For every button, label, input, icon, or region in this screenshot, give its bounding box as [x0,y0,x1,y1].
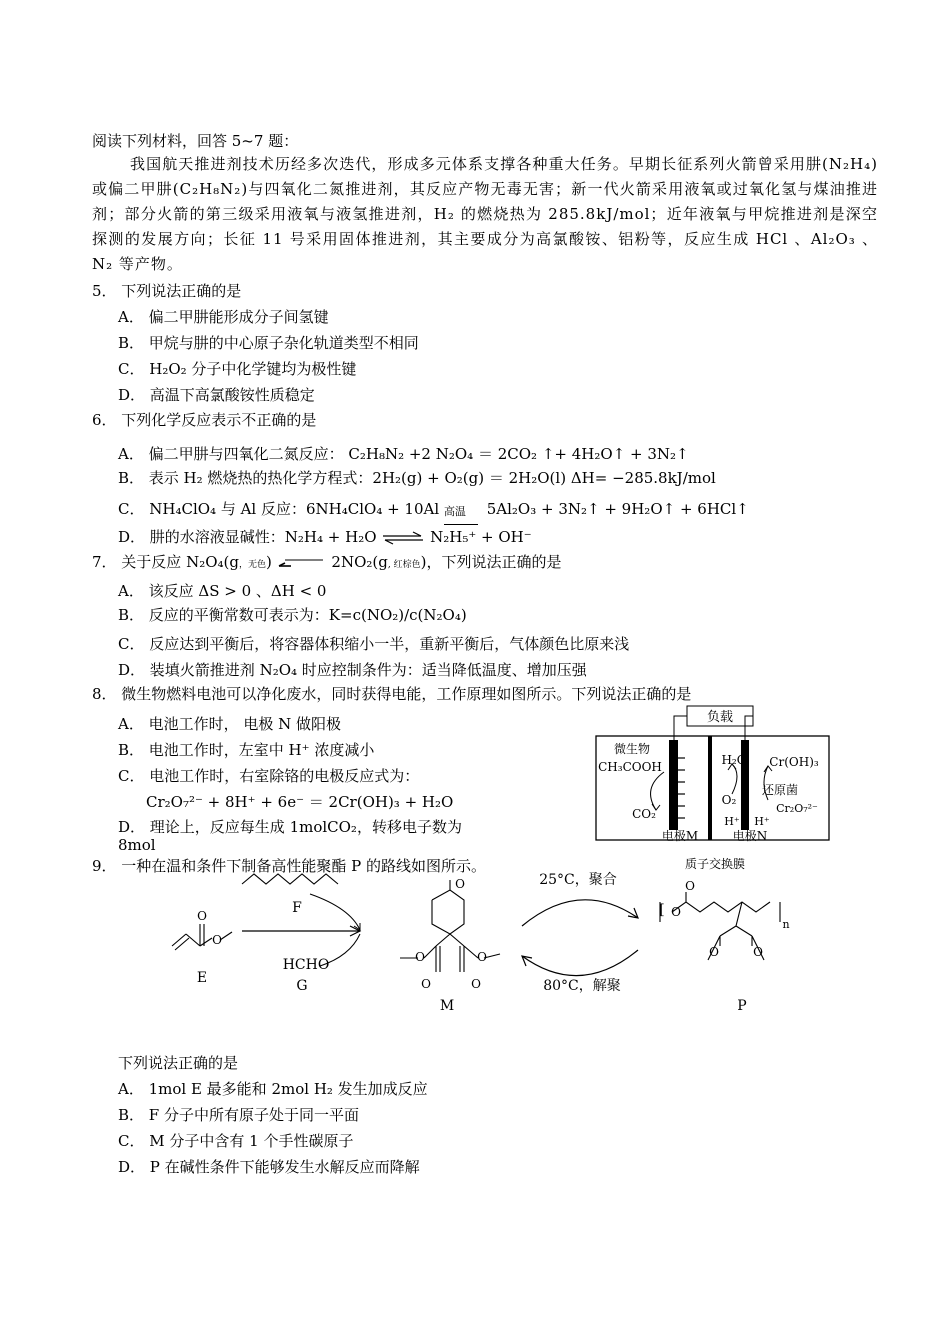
q6-option-c[interactable] [118,499,749,519]
label-f: F [292,900,302,916]
m-atom-o4: O [421,977,431,991]
electrode-m [669,740,678,830]
label-p: P [737,998,747,1014]
p-atom-o2: O [685,879,695,893]
q9-option-d[interactable]: D． P 在碱性条件下能够发生水解反应而降解 [118,1158,420,1176]
membrane-label: 质子交换膜 [684,857,746,871]
reducer-label: 还原菌 [761,783,799,797]
q7-state-1: ，无色 [238,560,266,570]
m-atom-o5: O [471,977,481,991]
q9-option-b[interactable]: B． F 分子中所有原子处于同一平面 [118,1106,359,1124]
q6-c-arrow-line [444,524,478,525]
q9-option-a[interactable]: A． 1mol E 最多能和 2mol H₂ 发生加成反应 [118,1080,428,1098]
q6-d-right: N₂H₅⁺ + OH⁻ [430,528,532,546]
equilibrium-arrow-icon [277,556,327,570]
p-bracket-left: [ [659,902,665,918]
q6-c-condition: 高温 [443,505,466,518]
q5-option-a[interactable]: A． 偏二甲肼能形成分子间氢键 [118,308,329,326]
q6-c-left: C． NH₄ClO₄ 与 Al 反应：6NH₄ClO₄ + 10Al [118,500,440,518]
q5-stem: 5． 下列说法正确的是 [92,282,242,300]
q5-option-d[interactable]: D． 高温下高氯酸铵性质稳定 [118,386,315,404]
q7-state-2: , 红棕色 [387,560,421,570]
p-atom-o1: O [671,905,681,919]
q9-stem: 9． 一种在温和条件下制备高性能聚酯 P 的路线如图所示。 [92,857,486,875]
q9-reaction-scheme [160,868,800,1018]
molecule-e [172,924,232,950]
o2-label: O₂ [721,793,737,807]
q7-mid: 2NO₂(g [331,553,388,571]
q5-option-c[interactable]: C． H₂O₂ 分子中化学键均为极性键 [118,360,357,378]
intro-line: 阅读下列材料，回答 5~7 题： [92,132,299,150]
q8-option-b[interactable]: B． 电池工作时，左室中 H⁺ 浓度减小 [118,741,375,759]
q6-option-a[interactable]: A． 偏二甲肼与四氧化二氮反应： C₂H₈N₂ +2 N₂O₄ ＝ 2CO₂ ↑+ 4H₂O↑ + 3N₂↑ [118,445,689,463]
depolymerize-arrow [522,950,638,976]
p-atom-o4: O [753,945,763,959]
fuel-cell-diagram [592,700,842,875]
croh3-label: Cr(OH)₃ [769,755,819,769]
q6-c-right: 5Al₂O₃ + 3N₂↑ + 9H₂O↑ + 6HCl↑ [486,500,749,518]
e-atom-o2: O [212,933,222,947]
electrode-m-label: 电极M [661,829,699,843]
q8-option-d[interactable]: D． 理论上，反应每生成 1molCO₂，转移电子数为 [118,818,462,836]
label-g: G [296,978,308,994]
q8-option-a[interactable]: A． 电池工作时， 电极 N 做阳极 [118,715,342,733]
cond-depolymerize: 80°C，解聚 [543,978,621,994]
m-atom-o2: O [415,950,425,964]
label-m: M [439,998,455,1014]
equilibrium-arrow-icon [381,531,425,545]
q6-stem: 6． 下列化学反应表示不正确的是 [92,411,317,429]
m-atom-o3: O [477,950,487,964]
p-atom-o3: O [709,945,719,959]
microbe-label: 微生物 [613,742,651,756]
q7-option-a[interactable]: A． 该反应 ΔS > 0 、ΔH < 0 [118,582,327,600]
h-plus-label-2: H⁺ [754,815,770,828]
q7-stem-left: 7． 关于反应 N₂O₄(g [92,553,239,571]
q5-option-b[interactable]: B． 甲烷与肼的中心原子杂化轨道类型不相同 [118,334,419,352]
polymerize-arrow [522,900,638,926]
q7-stem-right: ，下列说法正确的是 [426,553,562,571]
h-plus-label-1: H⁺ [724,815,740,828]
q7-option-c[interactable]: C． 反应达到平衡后，将容器体积缩小一半，重新平衡后，气体颜色比原来浅 [118,635,630,653]
q9-question: 下列说法正确的是 [118,1054,239,1072]
passage-text: 我国航天推进剂技术历经多次迭代，形成多元体系支撑各种重大任务。早期长征系列火箭曾采用肼(N₂H₄)或偏二甲肼(C₂H₈N₂)与四氧化二氮推进剂，其反应产物无毒无害；新一代火箭采用液氧或过氧化氢与煤油推进剂；部分火箭的第三级采用液氧与液氢推进剂，H₂ 的燃烧热为 285.8kJ/mol；近年液氧与甲烷推进剂是深空探测的发展方向；长征 11 号采用固体推进剂，其主要成分为高氯酸铵、铝粉等，反应生成 HCl 、Al₂O₃ 、N₂ 等产物。 [92,155,878,273]
e-atom-o1: O [197,909,207,923]
q7-stem: 7． 关于反应 N₂O₄(g，无色) 2NO₂(g, 红棕色)，下列说法正确的是 [92,553,562,571]
q8-d-cut-text: 8mol [118,836,156,854]
reading-passage [92,152,878,277]
q7-option-d[interactable]: D． 装填火箭推进剂 N₂O₄ 时应控制条件为：适当降低温度、增加压强 [118,661,587,679]
q9-option-c[interactable]: C． M 分子中含有 1 个手性碳原子 [118,1132,354,1150]
co2-label: CO₂ [632,807,656,821]
h2o-label: H₂O [721,753,747,767]
m-atom-o1: O [455,877,465,891]
q8-c-equation: Cr₂O₇²⁻ + 8H⁺ + 6e⁻ ＝ 2Cr(OH)₃ + H₂O [146,793,454,811]
p-subscript-n: n [782,918,790,931]
cond-polymerize: 25°C，聚合 [539,872,617,888]
label-hcho: HCHO [282,957,330,973]
q6-option-d[interactable] [118,527,532,547]
q6-d-left: D． 肼的水溶液显碱性：N₂H₄ + H₂O [118,528,377,546]
q7-option-b[interactable]: B． 反应的平衡常数可表示为：K=c(NO₂)/c(N₂O₄) [118,606,467,624]
q8-option-c[interactable]: C． 电池工作时，右室除铬的电极反应式为： [118,767,420,785]
label-e: E [196,970,208,986]
q8-stem: 8． 微生物燃料电池可以净化废水，同时获得电能，工作原理如图所示。下列说法正确的是 [92,685,692,703]
q6-option-b[interactable]: B． 表示 H₂ 燃烧热的热化学方程式：2H₂(g) + O₂(g) ＝ 2H₂O(l) ΔH= −285.8kJ/mol [118,469,716,487]
cr2o7-label: Cr₂O₇²⁻ [776,802,818,815]
q8-d-cut [118,836,156,854]
svg-text:·: · [254,871,258,885]
ch3cooh-label: CH₃COOH [598,760,662,774]
electrode-n-label: 电极N [732,829,768,843]
load-label: 负载 [706,710,734,725]
